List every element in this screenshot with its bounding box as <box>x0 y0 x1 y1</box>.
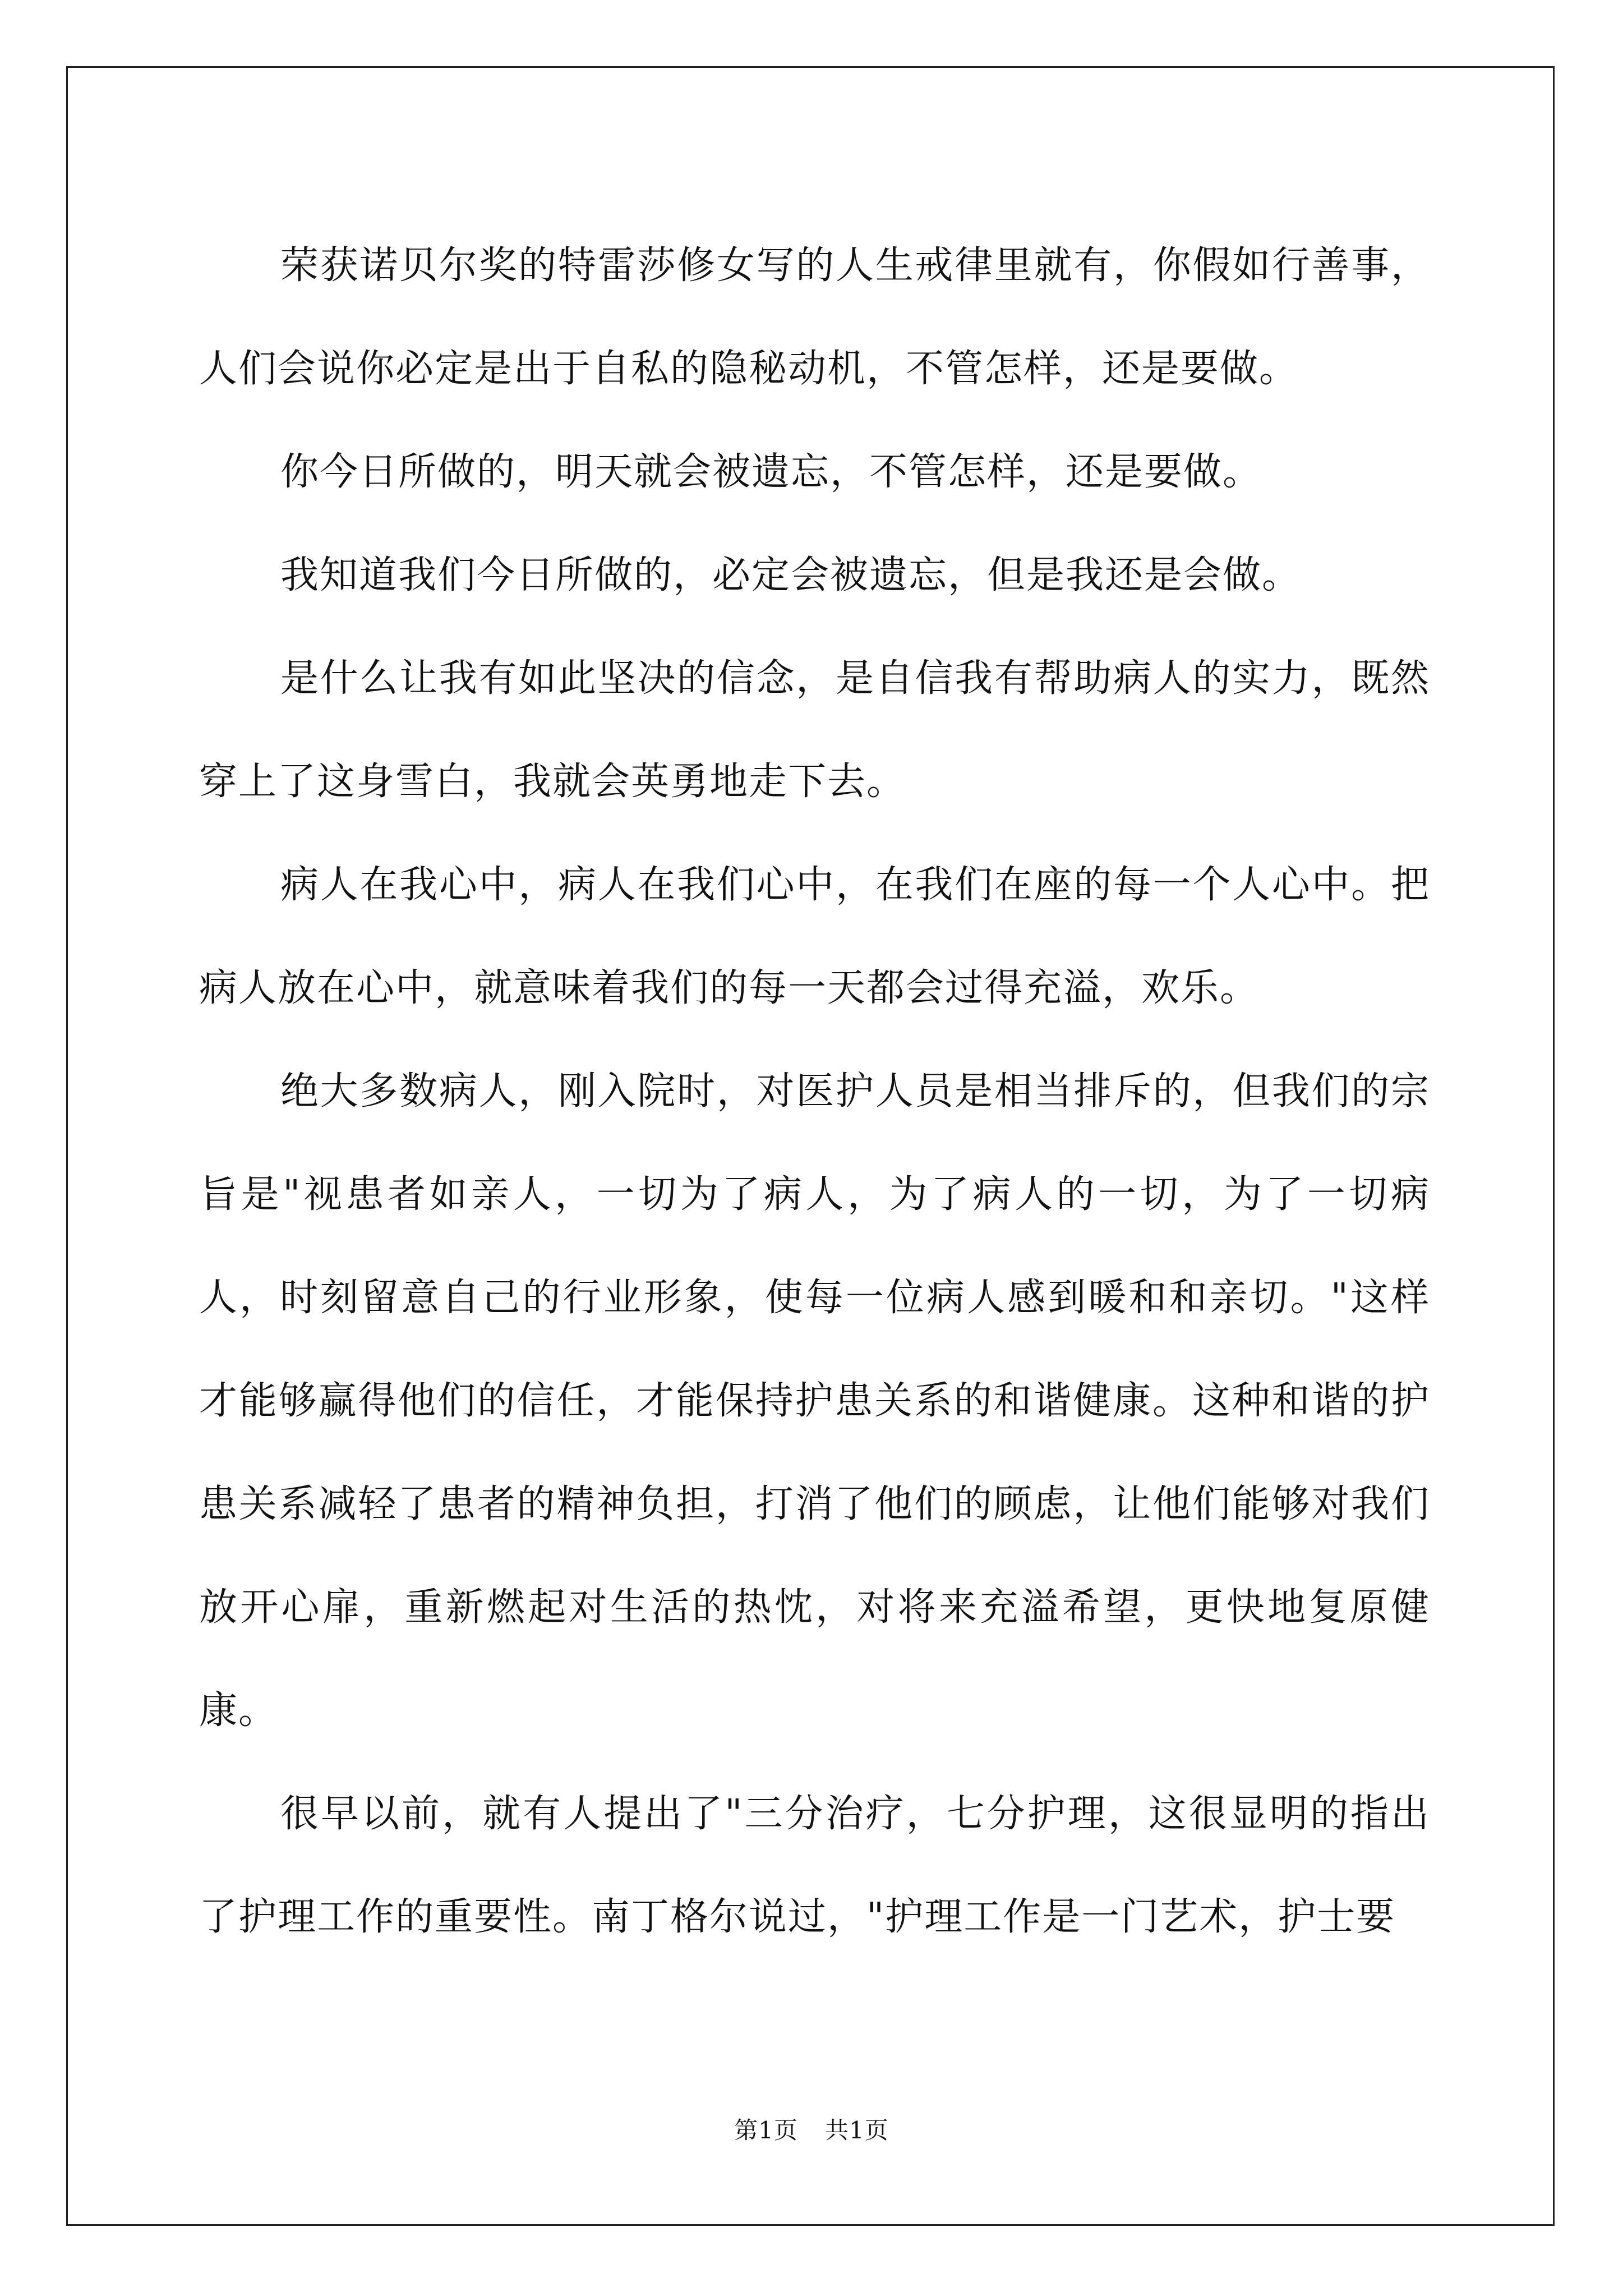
paragraph: 病人在我心中，病人在我们心中，在我们在座的每一个人心中。把病人放在心中，就意味着我们的每一天都会过得充溢，欢乐。 <box>199 863 1430 1010</box>
paragraph: 绝大多数病人，刚入院时，对医护人员是相当排斥的，但我们的宗旨是"视患者如亲人，一切为了病人，为了病人的一切，为了一切病人，时刻留意自己的行业形象，使每一位病人感到暖和和亲切。"这样才能够赢得他们的信任，才能保持护患关系的和谐健康。这种和谐的护患关系减轻了患者的精神负担，打消了他们的顾虑，让他们能够对我们放开心扉，重新燃起对生活的热忱，对将来充溢希望，更快地复原健康。 <box>199 1069 1430 1733</box>
document-body <box>199 214 1430 1969</box>
paragraph: 你今日所做的，明天就会被遗忘，不管怎样，还是要做。 <box>280 450 1262 494</box>
paragraph: 荣获诺贝尔奖的特雷莎修女写的人生戒律里就有，你假如行善事，人们会说你必定是出于自私的隐秘动机，不管怎样，还是要做。 <box>199 243 1430 391</box>
paragraph: 很早以前，就有人提出了"三分治疗，七分护理，这很显明的指出了护理工作的重要性。南丁格尔说过，"护理工作是一门艺术，护士要 <box>199 1792 1430 1939</box>
paragraph: 是什么让我有如此坚决的信念，是自信我有帮助病人的实力，既然穿上了这身雪白，我就会英勇地走下去。 <box>199 656 1430 804</box>
page-number-total: 共1页 <box>825 2116 889 2144</box>
page-number-current: 第1页 <box>734 2116 798 2144</box>
page-footer <box>0 2114 1623 2147</box>
paragraph: 我知道我们今日所做的，必定会被遗忘，但是我还是会做。 <box>280 553 1302 597</box>
